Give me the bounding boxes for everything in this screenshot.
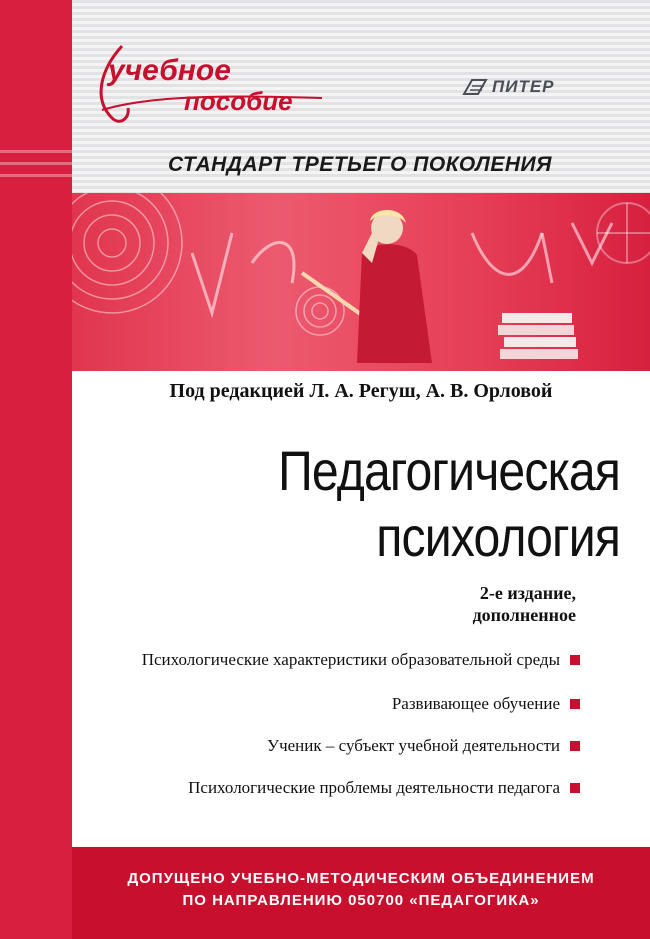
edition-line1: 2-е издание, [479, 583, 576, 603]
edition-note [380, 582, 576, 626]
topic-item [267, 736, 580, 756]
topic-text: Ученик – субъект учебной деятельности [267, 736, 560, 755]
topic-item [392, 694, 580, 714]
publisher-logo-icon [462, 78, 488, 96]
series-logo-line2: пособие [184, 86, 293, 116]
publisher-logo [462, 76, 555, 98]
editors-line: Под редакцией Л. А. Регуш, А. В. Орловой [169, 380, 553, 402]
topic-item [142, 650, 580, 670]
series-logo-line1: учебное [108, 54, 231, 87]
approval-line1: ДОПУЩЕНО УЧЕБНО-МЕТОДИЧЕСКИМ ОБЪЕДИНЕНИЕМ [127, 870, 595, 887]
red-square-bullet-icon [570, 655, 580, 665]
series-banner: СТАНДАРТ ТРЕТЬЕГО ПОКОЛЕНИЯ [168, 153, 552, 176]
topic-text: Психологические проблемы деятельности педагога [188, 778, 560, 797]
red-square-bullet-icon [570, 741, 580, 751]
topic-text: Развивающее обучение [391, 694, 560, 713]
book-title-line1: Педагогическая [278, 439, 620, 502]
red-square-bullet-icon [570, 699, 580, 709]
teacher-with-pointer-illustration [72, 193, 650, 371]
approval-notice [72, 868, 650, 912]
publisher-name: ПИТЕР [492, 77, 555, 96]
red-square-bullet-icon [570, 783, 580, 793]
topic-text: Психологические характеристики образовательной среды [141, 650, 560, 669]
red-spine [0, 0, 72, 939]
topic-item [188, 778, 580, 798]
edition-line2: дополненное [472, 605, 576, 625]
book-title-line2: психология [376, 505, 620, 568]
approval-line2: ПО НАПРАВЛЕНИЮ 050700 «ПЕДАГОГИКА» [182, 892, 540, 909]
